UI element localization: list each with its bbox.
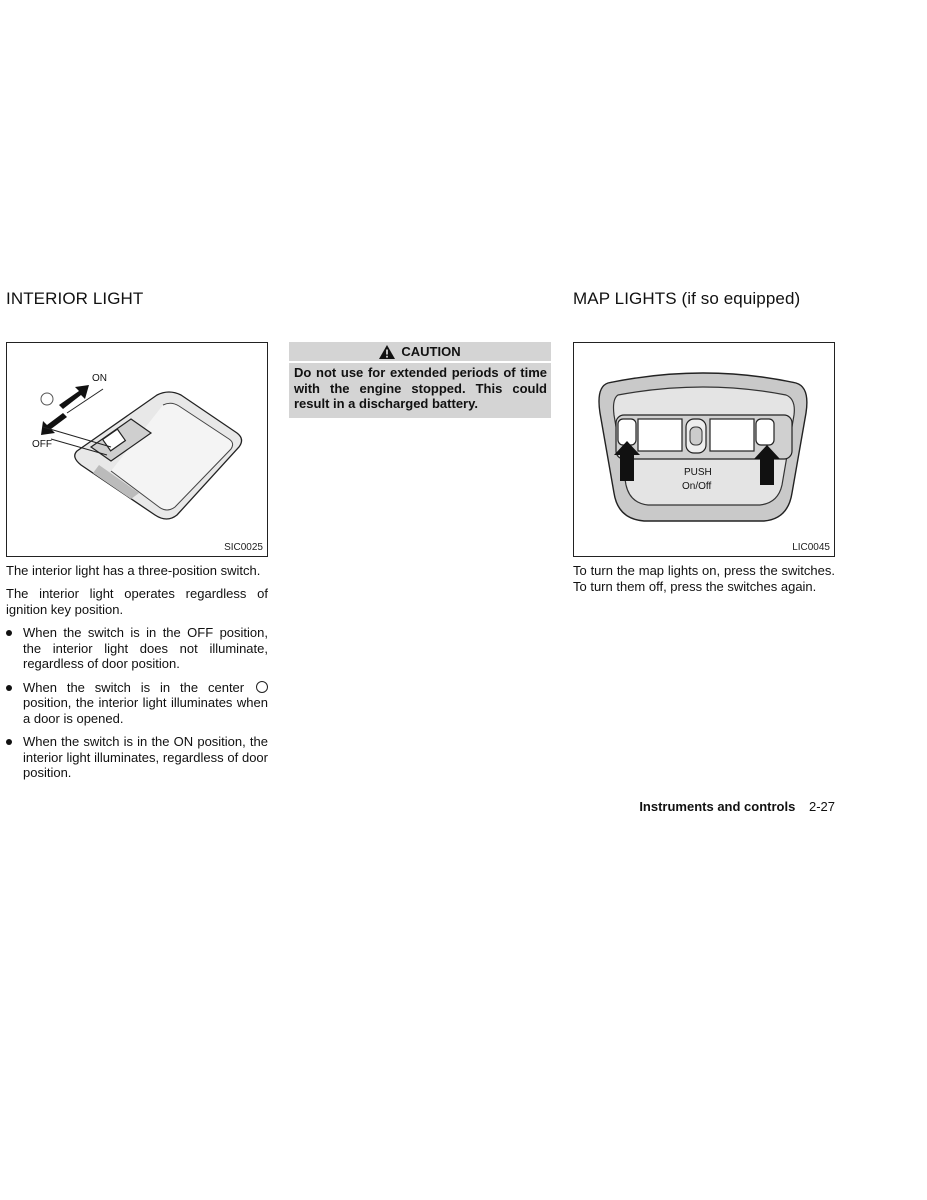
push-label: PUSH: [684, 467, 712, 478]
off-label: OFF: [32, 439, 52, 450]
interior-light-para-2: The interior light operates regardless of ignition key position.: [6, 586, 268, 617]
bullet-icon: [6, 685, 12, 691]
section-title: Instruments and controls: [639, 799, 796, 814]
bullet-icon: [6, 739, 12, 745]
warning-triangle-icon: [379, 345, 395, 359]
caution-title: CAUTION: [401, 344, 461, 359]
caution-header: [289, 342, 551, 361]
on-off-label: On/Off: [682, 481, 712, 492]
interior-light-para-1: The interior light has a three-position switch.: [6, 563, 261, 578]
bullet-icon: [6, 630, 12, 636]
list-item: When the switch is in the OFF position, the interior light does not illuminate, regardless of door position.: [6, 625, 268, 672]
list-item: When the switch is in the center position, the interior light illuminates when a door is opened.: [6, 680, 268, 727]
interior-light-figure: [6, 342, 268, 557]
page-footer: [639, 799, 835, 814]
figure-code: SIC0025: [224, 542, 263, 553]
caution-box: [289, 342, 551, 418]
caution-text: Do not use for extended periods of time with the engine stopped. This could result in a discharged battery.: [289, 363, 551, 418]
list-item: When the switch is in the ON position, the interior light illuminates, regardless of door position.: [6, 734, 268, 781]
map-lights-figure: [573, 342, 835, 557]
center-position-circle-icon: [256, 681, 268, 693]
figure-code: LIC0045: [792, 542, 830, 553]
map-lights-illustration: [574, 343, 834, 538]
page-number: 2-27: [808, 799, 835, 814]
interior-light-heading: INTERIOR LIGHT: [6, 289, 144, 308]
map-lights-para: To turn the map lights on, press the switches. To turn them off, press the switches again.: [573, 563, 835, 594]
interior-light-bullet-list: [6, 625, 268, 789]
map-lights-heading: MAP LIGHTS (if so equipped): [573, 289, 801, 308]
on-label: ON: [92, 373, 107, 384]
